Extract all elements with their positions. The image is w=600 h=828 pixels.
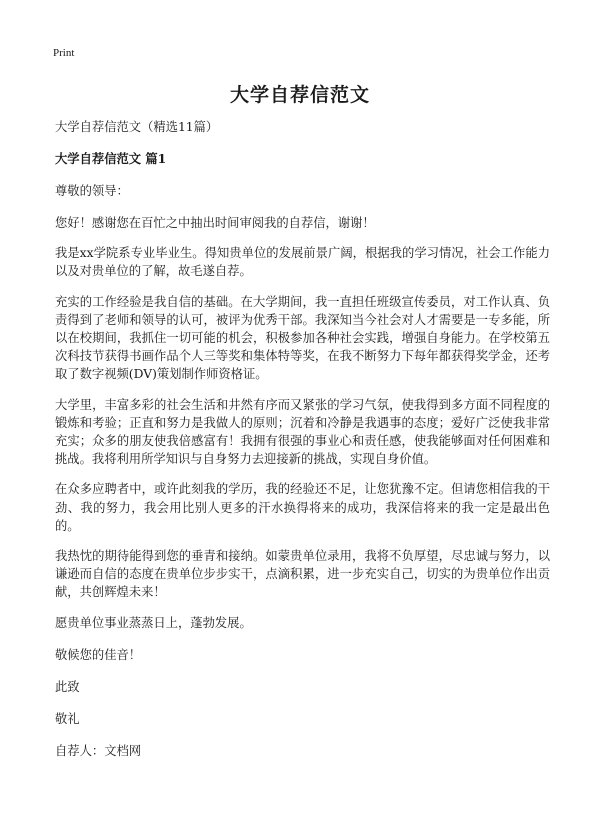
salutation: 尊敬的领导： bbox=[55, 184, 129, 198]
paragraph-1: 您好！感谢您在百忙之中抽出时间审阅我的自荐信，谢谢！ bbox=[55, 216, 375, 230]
paragraph-2: 我是xx学院系专业毕业生。得知贵单位的发展前景广阔，根据我的学习情况，社会工作能力以及对贵单位的了解，故毛遂自荐。 bbox=[55, 246, 550, 279]
print-label: Print bbox=[53, 47, 75, 59]
closing-line-1: 此致 bbox=[55, 679, 80, 694]
closing-line-2: 敬礼 bbox=[55, 711, 80, 726]
paragraph-6: 我热忱的期待能得到您的垂青和接纳。如蒙贵单位录用，我将不负厚望，尽忠诚与努力，以谦逊而自信的态度在贵单位步步实干，点滴积累，进一步充实自己，切实的为贵单位作出贡献，共创辉煌未来！ bbox=[55, 549, 550, 600]
paragraph-3: 充实的工作经验是我自信的基础。在大学期间，我一直担任班级宣传委员，对工作认真、负责得到了老师和领导的认可，被评为优秀干部。我深知当今社会对人才需要是一专多能，所以在校期间，我抓住一切可能的机会，积极参加各种社会实践，增强自身能力。在学校第五次科技节获得书画作品个人三等奖和集体特等奖，在我不断努力下每年都获得奖学金，还考取了数字视频(DV)策划制作师资格证。 bbox=[55, 294, 550, 382]
page-title: 大学自荐信范文 bbox=[229, 84, 370, 106]
document-body bbox=[55, 118, 550, 774]
paragraph-8: 敬候您的佳音！ bbox=[55, 647, 142, 662]
paragraph-5: 在众多应聘者中，或许此刻我的学历，我的经验还不足，让您犹豫不定。但请您相信我的干劲、我的努力，我会用比别人更多的汗水换得将来的成功，我深信将来的我一定是最出色的。 bbox=[55, 482, 550, 533]
signature: 自荐人：文档网 bbox=[55, 743, 142, 758]
section-heading: 大学自荐信范文 篇1 bbox=[55, 151, 167, 166]
paragraph-4: 大学里，丰富多彩的社会生活和井然有序而又紧张的学习气氛，使我得到多方面不同程度的锻炼和考验；正直和努力是我做人的原则；沉着和冷静是我遇事的态度；爱好广泛使我非常充实；众多的朋友使我倍感富有！我拥有很强的事业心和责任感，使我能够面对任何困难和挑战。我将利用所学知识与自身努力去迎接新的挑战，实现自身价值。 bbox=[55, 397, 550, 467]
document-subtitle: 大学自荐信范文（精选11篇） bbox=[55, 120, 219, 134]
paragraph-7: 愿贵单位事业蒸蒸日上，蓬勃发展。 bbox=[55, 615, 252, 630]
